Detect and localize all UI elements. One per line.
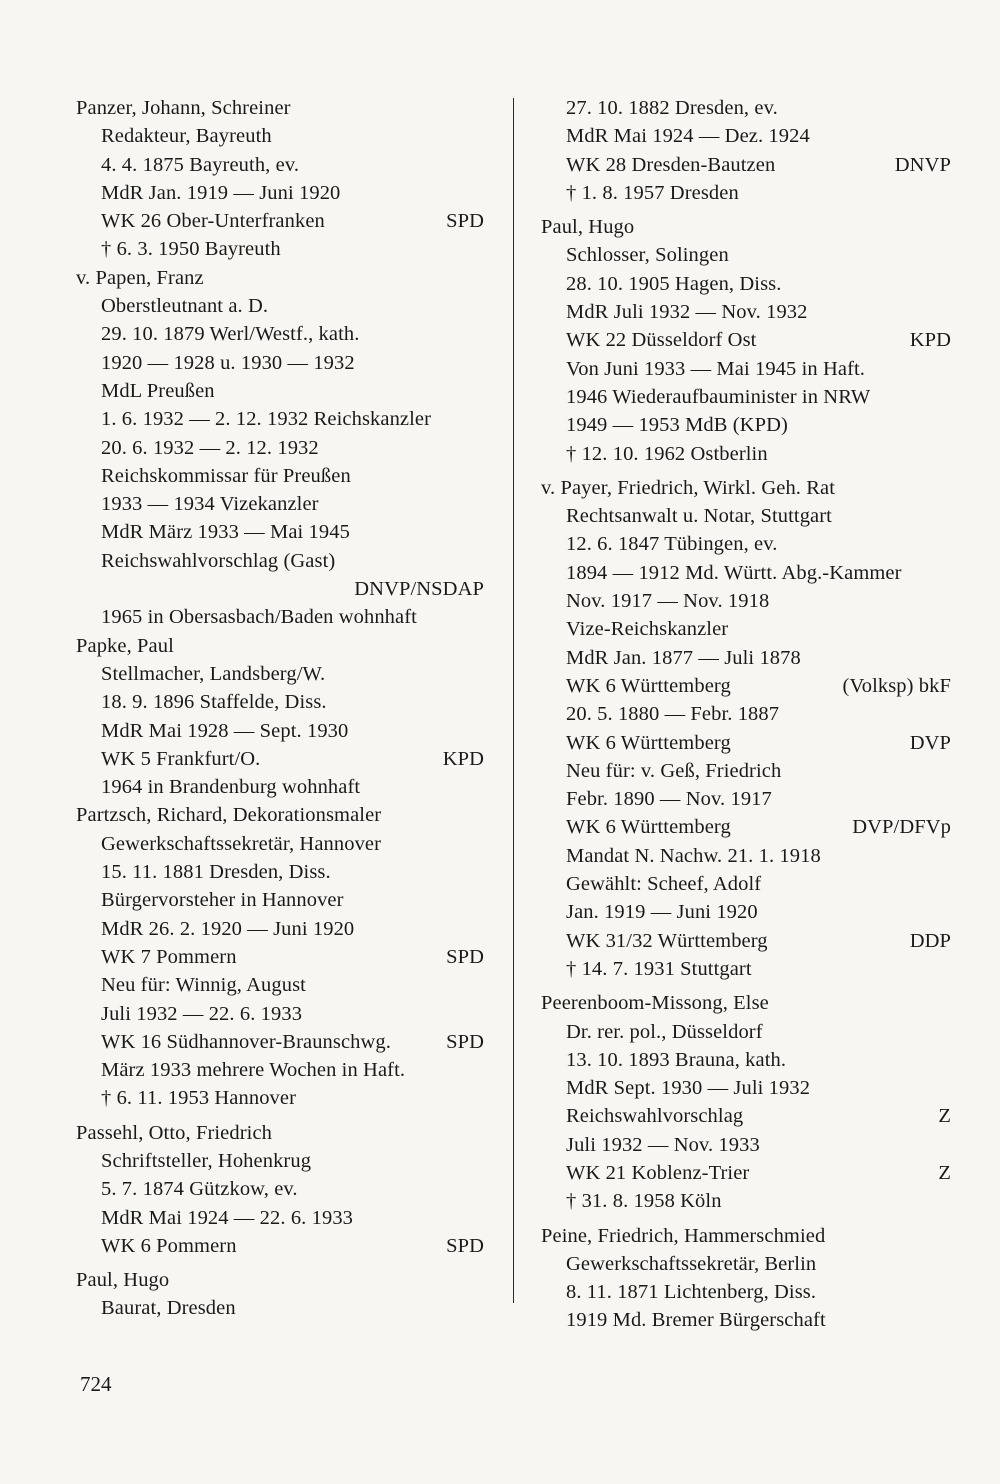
line-text: Schriftsteller, Hohenkrug [101,1149,312,1172]
page-number: 724 [80,1372,112,1396]
entry-detail-line [541,1046,951,1074]
entry-detail-line [541,842,951,870]
line-text: Peine, Friedrich, Hammerschmied [541,1224,826,1247]
entry-detail-line [541,151,951,179]
party-label: SPD [446,210,484,233]
entry-detail-line [76,207,484,235]
entry-detail-line [541,700,951,728]
right-column [541,94,951,1335]
entry-detail-line [541,729,951,757]
entry-detail-line [76,179,484,207]
line-text: WK 22 Düsseldorf Ost [566,329,757,352]
entry-detail-line [76,688,484,716]
line-text: Von Juni 1933 — Mai 1945 in Haft. [566,357,866,380]
line-text: † 6. 11. 1953 Hannover [101,1087,297,1110]
line-text: Papke, Paul [76,634,174,657]
entry-detail-line [541,1187,951,1215]
line-text: WK 21 Koblenz-Trier [566,1161,750,1184]
entry-detail-line [541,559,951,587]
column-divider [513,98,514,1303]
entry-detail-line [76,1000,484,1028]
line-text: 28. 10. 1905 Hagen, Diss. [566,272,782,295]
line-text: MdR Sept. 1930 — Juli 1932 [566,1077,811,1100]
line-text: Paul, Hugo [76,1269,170,1292]
entry-detail-line [76,660,484,688]
entry-detail-line [541,355,951,383]
entry-detail-line [541,587,951,615]
party-label: KPD [442,747,484,770]
line-text: † 14. 7. 1931 Stuttgart [566,957,752,980]
entry-detail-line [76,886,484,914]
line-text: Juli 1932 — Nov. 1933 [566,1133,760,1156]
line-text: Baurat, Dresden [101,1297,236,1320]
entry-detail-line [541,411,951,439]
entry-detail-line [76,547,484,575]
entry-detail-line [76,462,484,490]
line-text: Peerenboom-Missong, Else [541,992,769,1015]
entry-detail-line [541,1159,951,1187]
entry-detail-line [76,603,484,631]
entry-name-line [76,1119,484,1147]
line-text: März 1933 mehrere Wochen in Haft. [101,1059,406,1082]
line-text: Neu für: Winnig, August [101,974,306,997]
entry-detail-line [541,644,951,672]
line-text: Reichswahlvorschlag (Gast) [101,549,336,572]
entry-detail-line [541,326,951,354]
entry-detail-line [76,745,484,773]
entry-detail-line [76,235,484,263]
line-text: Jan. 1919 — Juni 1920 [566,901,758,924]
line-text: Gewählt: Scheef, Adolf [566,873,762,896]
line-text: 1964 in Brandenburg wohnhaft [101,776,361,799]
entry-detail-line [541,1306,951,1334]
line-text: Panzer, Johann, Schreiner [76,97,291,119]
line-text: WK 28 Dresden-Bautzen [566,153,776,176]
entry-detail-line [541,1018,951,1046]
entry-detail-line [541,179,951,207]
line-text: MdR Mai 1924 — Dez. 1924 [566,125,810,148]
line-text: WK 6 Württemberg [566,674,731,697]
line-text: Vize-Reichskanzler [566,618,729,641]
entry-detail-line [541,1250,951,1278]
entry-detail-line [76,1147,484,1175]
entry-detail-line [541,898,951,926]
party-label: DNVP [894,153,951,176]
party-label: SPD [446,1030,484,1053]
entry-detail-line [76,773,484,801]
line-text: MdR März 1933 — Mai 1945 [101,521,350,544]
entry-name-line [541,474,951,502]
line-text: 12. 6. 1847 Tübingen, ev. [566,533,778,556]
line-text: MdL Preußen [101,379,215,402]
line-text: Neu für: v. Geß, Friedrich [566,759,782,782]
entry-detail-line [76,490,484,518]
entry-detail-line [76,575,484,603]
entry-detail-line [76,1294,484,1322]
line-text: † 12. 10. 1962 Ostberlin [566,442,768,465]
entry-detail-line [541,870,951,898]
line-text: Dr. rer. pol., Düsseldorf [566,1020,763,1043]
line-text: WK 6 Württemberg [566,816,731,839]
line-text: Schlosser, Solingen [566,244,729,267]
left-column [76,94,484,1323]
line-text: WK 6 Pommern [101,1234,237,1257]
line-text: MdR Mai 1928 — Sept. 1930 [101,719,349,742]
entry-detail-line [76,1084,484,1112]
party-label: KPD [909,329,951,352]
line-text: 1. 6. 1932 — 2. 12. 1932 Reichskanzler [101,408,432,431]
line-text: 29. 10. 1879 Werl/Westf., kath. [101,323,360,346]
entry-detail-line [76,830,484,858]
entry-detail-line [541,1102,951,1130]
line-text: 1949 — 1953 MdB (KPD) [566,414,788,437]
line-text: Rechtsanwalt u. Notar, Stuttgart [566,505,832,528]
entry-detail-line [76,377,484,405]
entry-detail-line [76,971,484,999]
entry-name-line [76,264,484,292]
line-text: Febr. 1890 — Nov. 1917 [566,788,772,811]
entry-detail-line [541,122,951,150]
line-text: WK 16 Südhannover-Braunschwg. [101,1030,391,1053]
entry-detail-line [76,858,484,886]
line-text: 27. 10. 1882 Dresden, ev. [566,97,778,119]
entry-detail-line [541,270,951,298]
line-text: Gewerkschaftssekretär, Berlin [566,1252,817,1275]
line-text: 1933 — 1934 Vizekanzler [101,493,319,516]
line-text: † 6. 3. 1950 Bayreuth [101,238,281,261]
line-text: 4. 4. 1875 Bayreuth, ev. [101,153,300,176]
line-text: v. Payer, Friedrich, Wirkl. Geh. Rat [541,476,836,499]
line-text: Passehl, Otto, Friedrich [76,1121,272,1144]
entry-detail-line [76,518,484,546]
line-text: Reichskommissar für Preußen [101,464,351,487]
line-text: 20. 5. 1880 — Febr. 1887 [566,703,780,726]
party-label: SPD [446,945,484,968]
line-text: Partzsch, Richard, Dekorationsmaler [76,804,382,827]
line-text: Paul, Hugo [541,216,635,239]
entry-name-line [76,632,484,660]
line-text: 18. 9. 1896 Staffelde, Diss. [101,691,327,714]
entry-detail-line [541,1131,951,1159]
entry-detail-line [541,757,951,785]
line-text: 1920 — 1928 u. 1930 — 1932 [101,351,355,374]
line-text: 5. 7. 1874 Gützkow, ev. [101,1178,298,1201]
line-text: 1965 in Obersasbach/Baden wohnhaft [101,606,417,629]
line-text: Bürgervorsteher in Hannover [101,889,344,912]
entry-name-line [541,213,951,241]
line-text: MdR Jan. 1877 — Juli 1878 [566,646,801,669]
entry-detail-line [76,434,484,462]
line-text: MdR 26. 2. 1920 — Juni 1920 [101,917,355,940]
party-label: Z [938,1105,951,1128]
entry-detail-line [541,502,951,530]
entry-name-line [76,1266,484,1294]
line-text: 15. 11. 1881 Dresden, Diss. [101,861,331,884]
line-text: MdR Mai 1924 — 22. 6. 1933 [101,1206,354,1229]
entry-name-line [76,94,484,122]
entry-detail-line [541,530,951,558]
line-text: 1919 Md. Bremer Bürgerschaft [566,1309,826,1332]
entry-detail-line [541,1278,951,1306]
line-text: Mandat N. Nachw. 21. 1. 1918 [566,844,821,867]
entry-detail-line [76,1056,484,1084]
line-text: Redakteur, Bayreuth [101,125,272,148]
entry-detail-line [541,1074,951,1102]
line-text: Gewerkschaftssekretär, Hannover [101,832,382,855]
party-label: SPD [446,1234,484,1257]
entry-detail-line [76,1175,484,1203]
line-text: WK 31/32 Württemberg [566,929,768,952]
party-label: DVP [909,731,951,754]
entry-detail-line [76,122,484,150]
entry-name-line [76,801,484,829]
entry-detail-line [76,915,484,943]
entry-detail-line [76,151,484,179]
line-text: 1894 — 1912 Md. Württ. Abg.-Kammer [566,561,902,584]
entry-detail-line [541,298,951,326]
entry-detail-line [541,813,951,841]
line-text: † 31. 8. 1958 Köln [566,1190,722,1213]
party-label: DNVP/NSDAP [354,578,484,601]
line-text: MdR Jan. 1919 — Juni 1920 [101,181,341,204]
entry-detail-line [541,383,951,411]
entry-detail-line [76,1232,484,1260]
entry-detail-line [541,94,951,122]
entry-detail-line [76,717,484,745]
entry-detail-line [76,943,484,971]
line-text: WK 7 Pommern [101,945,237,968]
line-text: WK 5 Frankfurt/O. [101,747,261,770]
entry-name-line [541,1222,951,1250]
party-label: DVP/DFVp [852,816,951,839]
entry-detail-line [76,320,484,348]
line-text: Juli 1932 — 22. 6. 1933 [101,1002,303,1025]
entry-detail-line [541,672,951,700]
entry-detail-line [541,785,951,813]
line-text: 13. 10. 1893 Brauna, kath. [566,1048,787,1071]
line-text: Oberstleutnant a. D. [101,295,269,318]
entry-detail-line [541,241,951,269]
party-label: DDP [909,929,951,952]
entry-detail-line [76,292,484,320]
entry-detail-line [541,955,951,983]
line-text: MdR Juli 1932 — Nov. 1932 [566,301,808,324]
entry-detail-line [541,440,951,468]
line-text: 8. 11. 1871 Lichtenberg, Diss. [566,1281,817,1304]
entry-detail-line [541,927,951,955]
line-text: Stellmacher, Landsberg/W. [101,662,326,685]
line-text: Nov. 1917 — Nov. 1918 [566,590,770,613]
line-text: WK 26 Ober-Unterfranken [101,210,325,233]
entry-detail-line [76,349,484,377]
entry-detail-line [76,1028,484,1056]
entry-detail-line [541,615,951,643]
line-text: v. Papen, Franz [76,266,204,289]
line-text: 20. 6. 1932 — 2. 12. 1932 [101,436,319,459]
party-label: Z [938,1161,951,1184]
line-text: WK 6 Württemberg [566,731,731,754]
party-label: (Volksp) bkF [842,674,951,697]
line-text: † 1. 8. 1957 Dresden [566,181,739,204]
entry-name-line [541,989,951,1017]
entry-detail-line [76,1204,484,1232]
line-text: 1946 Wiederaufbauminister in NRW [566,385,871,408]
entry-detail-line [76,405,484,433]
line-text: Reichswahlvorschlag [566,1105,744,1128]
